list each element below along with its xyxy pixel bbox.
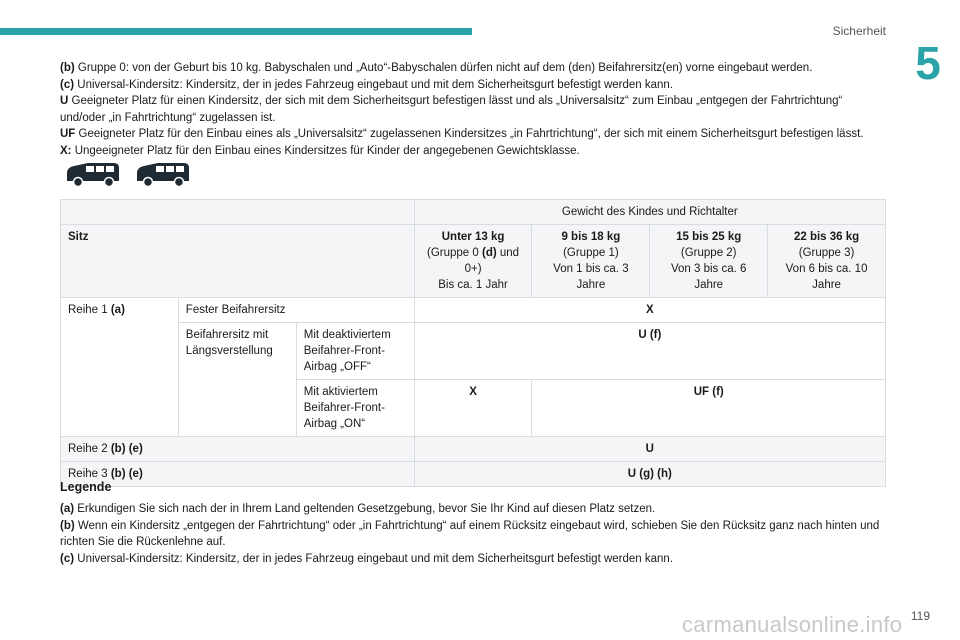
table-row (61, 323, 886, 380)
row2-value: U (414, 437, 885, 462)
definition-uf: UF Geeigneter Platz für den Einbau eines als „Universalsitz“ zugelassenen Kindersitzes „in Fahrtrichtung“, der sich mit einem Sicherheitsgurt befestigen lässt. (60, 128, 864, 140)
airbag-on-label: Mit aktiviertem Beifahrer-Front-Airbag „ON“ (296, 380, 414, 437)
airbag-off-label: Mit deaktiviertem Beifahrer-Front-Airbag „OFF“ (296, 323, 414, 380)
page-number: 119 (910, 609, 930, 623)
definition-u: U Geeigneter Platz für einen Kindersitz, der sich mit dem Sicherheitsgurt befestigen lässt und als „Universalsitz“ zum Einbau „entgegen der Fahrtrichtung“ und/oder „in Fahrtrichtung“ zugelassen ist. (60, 95, 843, 124)
legend-item-a: (a) Erkundigen Sie sich nach der in Ihrem Land geltenden Gesetzgebung, bevor Sie Ihr Kind auf diesen Platz setzen. (60, 503, 656, 515)
header-accent-bar (0, 28, 472, 35)
legend-title: Legende (60, 480, 112, 494)
column-9-18kg: 9 bis 18 kg (Gruppe 1) Von 1 bis ca. 3 Jahre (532, 225, 650, 298)
child-seat-table (60, 199, 886, 487)
van-icon (134, 160, 192, 188)
van-icon (64, 160, 122, 188)
weight-header: Gewicht des Kindes und Richtalter (414, 200, 885, 225)
definition-x: X: Ungeeigneter Platz für den Einbau eines Kindersitzes für Kinder der angegebenen Gewichtsklasse. (60, 144, 580, 157)
section-title: Sicherheit (832, 24, 886, 38)
column-15-25kg: 15 bis 25 kg (Gruppe 2) Von 3 bis ca. 6 Jahre (650, 225, 768, 298)
seat-header: Sitz (61, 225, 415, 298)
row3-value: U (g) (h) (414, 462, 885, 487)
chapter-number: 5 (915, 37, 941, 89)
table-columns-row (61, 225, 886, 298)
table-row (61, 462, 886, 487)
watermark: carmanualsonline.info (682, 612, 903, 637)
definition-c: (c) Universal-Kindersitz: Kindersitz, der in jedes Fahrzeug eingebaut und mit dem Sicherheitsgurt befestigt werden kann. (60, 78, 674, 91)
table-header-row (61, 200, 886, 225)
column-under-13kg: Unter 13 kg (Gruppe 0 (d) und 0+) Bis ca. 1 Jahr (414, 225, 532, 298)
row2-label: Reihe 2 (b) (e) (61, 437, 415, 462)
adjustable-seat-label: Beifahrersitz mit Längsverstellung (178, 323, 296, 437)
fixed-seat-label: Fester Beifahrersitz (178, 298, 414, 323)
airbag-off-value: U (f) (414, 323, 885, 380)
empty-header-cell (61, 200, 415, 225)
table-row (61, 437, 886, 462)
airbag-on-value-group0: X (414, 380, 532, 437)
row1-label: Reihe 1 (a) (61, 298, 179, 437)
column-22-36kg: 22 bis 36 kg (Gruppe 3) Von 6 bis ca. 10 Jahre (768, 225, 886, 298)
intro-definitions (60, 60, 890, 159)
legend-item-c: (c) Universal-Kindersitz: Kindersitz, der in jedes Fahrzeug eingebaut und mit dem Sicherheitsgurt befestigt werden kann. (60, 552, 674, 565)
fixed-seat-value: X (414, 298, 885, 323)
row3-label: Reihe 3 (b) (e) (61, 462, 415, 487)
airbag-on-value-group123: UF (f) (532, 380, 886, 437)
definition-b: (b) Gruppe 0: von der Geburt bis 10 kg. Babyschalen und „Auto“-Babyschalen dürfen nicht auf dem (den) Beifahrersitz(en) vorne eingebaut werden. (60, 62, 813, 74)
table-row (61, 298, 886, 323)
legend-item-b: (b) Wenn ein Kindersitz „entgegen der Fahrtrichtung“ oder „in Fahrtrichtung“ auf einem Rücksitz eingebaut wird, schieben Sie den Rücksitz ganz nach hinten und richten Sie die Rückenlehne auf. (60, 519, 880, 548)
vehicle-icons (64, 160, 194, 190)
legend-list (60, 501, 890, 567)
